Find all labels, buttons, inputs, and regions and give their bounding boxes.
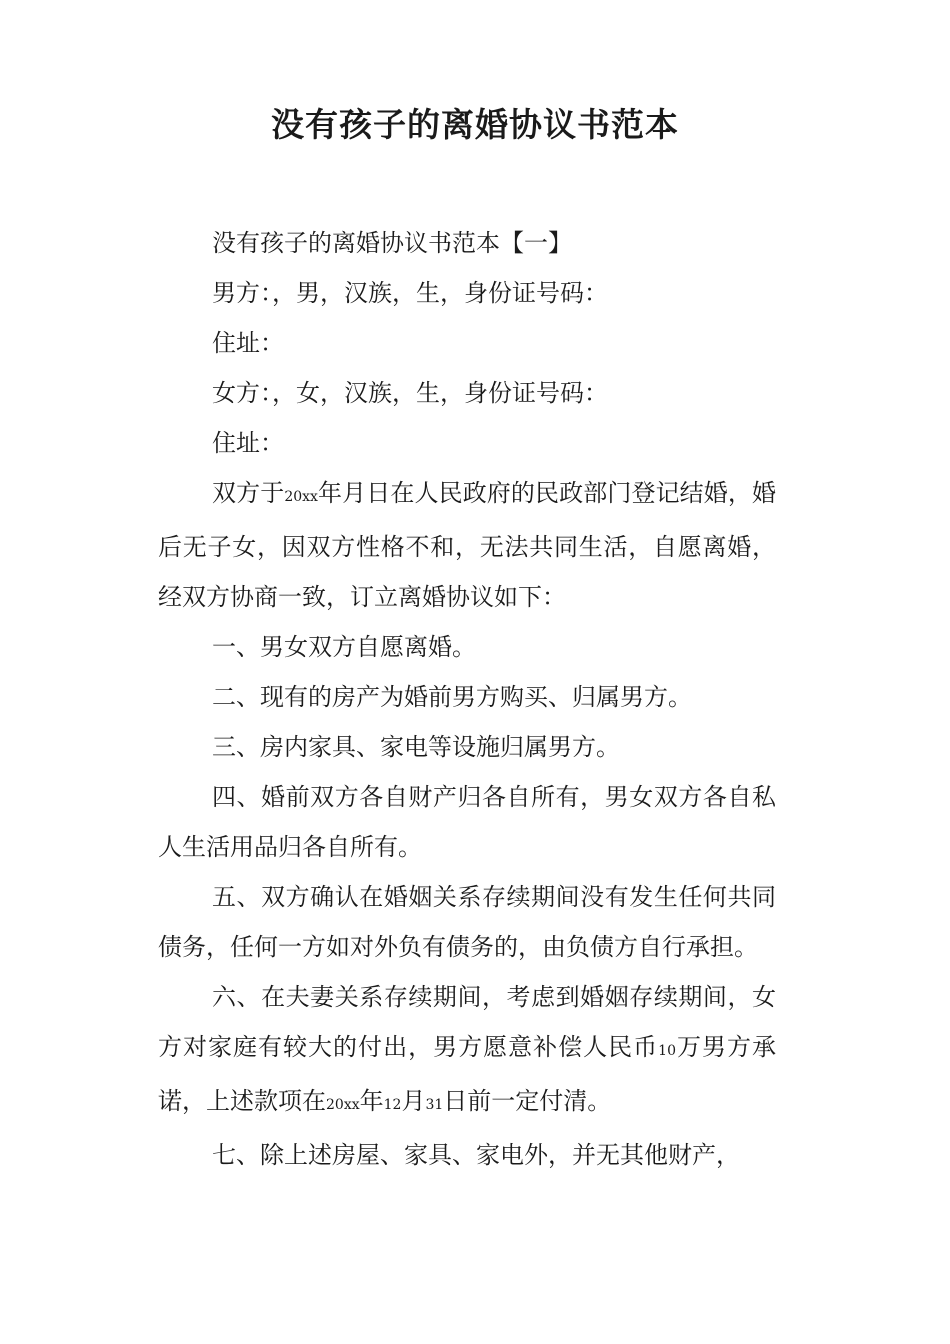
section-heading: 没有孩子的离婚协议书范本【一】 xyxy=(212,229,572,257)
female-address-line: 住址： xyxy=(212,429,284,457)
clause-4: 四、婚前双方各自财产归各自所有，男女双方各自私人生活用品归各自所有。 xyxy=(158,783,776,861)
clause-5: 五、双方确认在婚姻关系存续期间没有发生任何共同债务，任何一方如对外负有债务的，由负债方自行承担。 xyxy=(158,883,776,961)
intro-text-1: 双方于 xyxy=(212,479,285,507)
clause-6-month: 12 xyxy=(383,1097,402,1113)
clause-3: 三、房内家具、家电等设施归属男方。 xyxy=(212,733,620,761)
intro-paragraph xyxy=(158,468,776,622)
clause-6-text-4: 月 xyxy=(401,1087,426,1115)
clause-2: 二、现有的房产为婚前男方购买、归属男方。 xyxy=(212,683,692,711)
clause-6-text-2: 万男方承诺，上述款项在 xyxy=(158,1033,777,1115)
document-title: 没有孩子的离婚协议书范本 xyxy=(271,105,679,144)
document-body xyxy=(158,218,776,1180)
clause-1: 一、男女双方自愿离婚。 xyxy=(212,633,476,661)
intro-text-2: 年月日在人民政府的民政部门登记结婚，婚后无子女，因双方性格不和，无法共同生活，自愿离婚，经双方协商一致，订立离婚协议如下： xyxy=(158,479,777,611)
clause-6-text-3: 年 xyxy=(359,1087,384,1115)
clause-7: 七、除上述房屋、家具、家电外，并无其他财产， xyxy=(212,1141,740,1169)
intro-year: 20xx xyxy=(284,489,318,505)
male-address-line: 住址： xyxy=(212,329,284,357)
clause-6-text-5: 日前一定付清。 xyxy=(443,1087,612,1115)
clause-6-text-1: 六、在夫妻关系存续期间，考虑到婚姻存续期间，女方对家庭有较大的付出，男方愿意补偿人民币 xyxy=(158,983,776,1061)
female-party-line: 女方：，女，汉族，生，身份证号码： xyxy=(212,379,608,407)
clause-6-day: 31 xyxy=(425,1097,444,1113)
clause-6 xyxy=(158,972,776,1130)
clause-6-year: 20xx xyxy=(326,1097,360,1113)
male-party-line: 男方：，男，汉族，生，身份证号码： xyxy=(212,279,608,307)
clause-6-amount: 10 xyxy=(658,1043,676,1059)
